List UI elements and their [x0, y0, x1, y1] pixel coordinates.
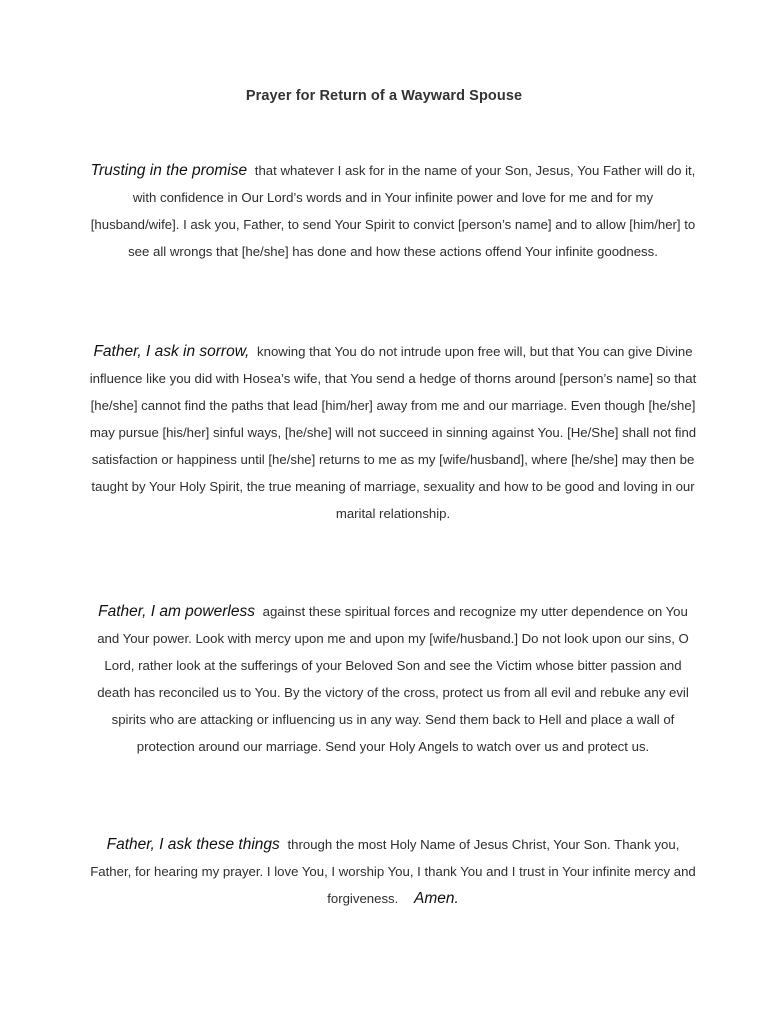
paragraph-closing	[88, 831, 698, 912]
paragraph-lead: Father, I ask in sorrow,	[93, 343, 250, 360]
amen-closing: Amen.	[413, 890, 459, 907]
paragraph-lead: Trusting in the promise	[90, 162, 248, 179]
paragraph-lead: Father, I am powerless	[98, 603, 255, 620]
paragraph-body: against these spiritual forces and recognize my utter dependence on You and Your power. Look with mercy upon me and upon my [wife/husband.] Do not look upon our sins, O Lord, rather look at the sufferings of your Beloved Son and see the Victim whose bitter passion and death has reconciled us to You. By the victory of the cross, protect us from all evil and rebuke any evil spirits who are attacking or influencing us in any way. Send them back to Hell and place a wall of protection around our marriage. Send your Holy Angels to watch over us and protect us.	[97, 604, 689, 754]
paragraph-sorrow	[88, 338, 698, 527]
paragraph-body: knowing that You do not intrude upon free will, but that You can give Divine influence like you did with Hosea’s wife, that You send a hedge of thorns around [person’s name] so that [he/she] cannot find the paths that lead [him/her] away from me and our marriage. Even though [he/she] may pursue [his/her] sinful ways, [he/she] will not succeed in sinning against You. [He/She] shall not find satisfaction or happiness until [he/she] returns to me as my [wife/husband], where [he/she] may then be taught by Your Holy Spirit, the true meaning of marriage, sexuality and how to be good and loving in our marital relationship.	[89, 344, 697, 521]
paragraph-promise	[88, 157, 698, 265]
paragraph-body: through the most Holy Name of Jesus Christ, Your Son. Thank you, Father, for hearing my prayer. I love You, I worship You, I thank You and I trust in Your infinite mercy and forgiveness.	[90, 837, 696, 906]
paragraph-lead: Father, I ask these things	[106, 836, 280, 853]
paragraph-powerless	[88, 598, 698, 760]
page-title: Prayer for Return of a Wayward Spouse	[245, 88, 523, 104]
paragraph-body: that whatever I ask for in the name of your Son, Jesus, You Father will do it, with confidence in Our Lord’s words and in Your infinite power and love for me and for my [husband/wife]. I ask you, Father, to send Your Spirit to convict [person’s name] and to allow [him/her] to see all wrongs that [he/she] has done and how these actions offend Your infinite goodness.	[90, 163, 696, 259]
